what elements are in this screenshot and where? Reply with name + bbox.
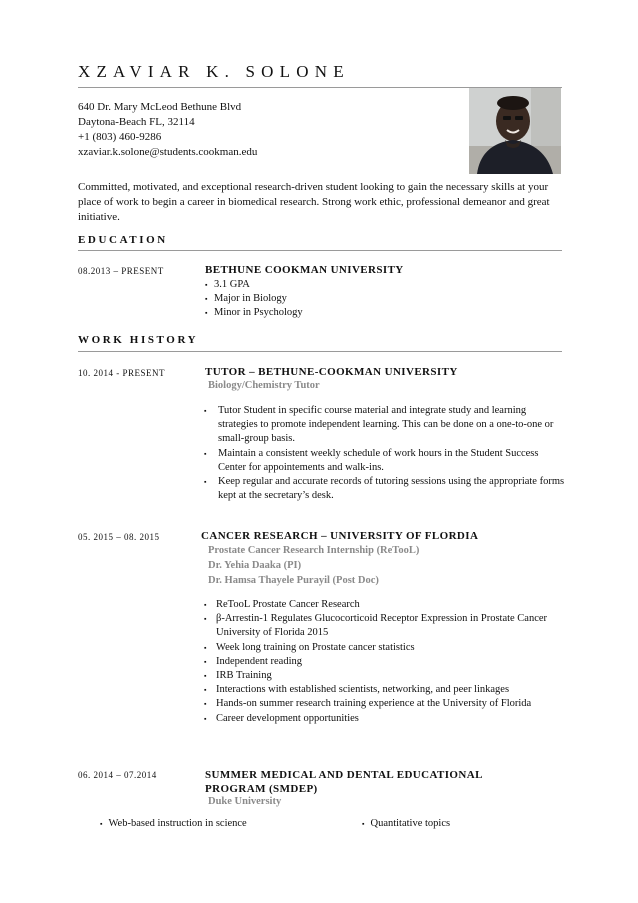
bullet-icon: ▪ (204, 714, 207, 723)
list-item: ▪ 3.1 GPA (204, 278, 544, 292)
list-item: ▪ Major in Biology (204, 292, 544, 306)
bullet-icon: ▪ (204, 657, 207, 666)
bullet-icon: ▪ (204, 672, 207, 681)
list-item: ▪ Tutor Student in specific course material and integrate study and learning strategies to promote independent learning. This can be done on a one-to-one or small-group basis. (204, 405, 554, 445)
work-history-divider (78, 351, 562, 352)
job-duties-list (196, 404, 568, 503)
bullet-icon: ▪ (362, 820, 365, 828)
bullet-icon: ▪ (204, 686, 207, 695)
bullet-icon: ▪ (100, 820, 103, 828)
job-title: CANCER RESEARCH – UNIVERSITY OF FLORDIA (201, 530, 479, 542)
list-item: ▪ Independent reading (204, 655, 556, 669)
bullet-icon: ▪ (204, 700, 207, 709)
address-line-1: 640 Dr. Mary McLeod Bethune Blvd (78, 101, 242, 113)
bullet-icon: ▪ (205, 295, 208, 304)
bullet-icon: ▪ (204, 601, 207, 609)
bullet-icon: ▪ (204, 407, 207, 415)
list-item: ▪ Interactions with established scientists, networking, and peer linkages (204, 683, 556, 697)
bullet-icon: ▪ (204, 478, 207, 487)
bullet-icon: ▪ (204, 643, 207, 652)
phone-number: +1 (803) 460-9286 (78, 131, 162, 143)
education-divider (78, 250, 562, 251)
list-item: ▪ Hands-on summer research training experience at the University of Florida (204, 697, 556, 711)
candidate-name: XZAVIAR K. SOLONE (78, 62, 350, 81)
list-item: ▪ Week long training on Prostate cancer statistics (204, 641, 556, 655)
profile-photo (469, 88, 561, 174)
list-item: ▪ Career development opportunities (204, 712, 556, 726)
education-section-title: EDUCATION (78, 234, 168, 246)
job-duties-list (204, 598, 556, 726)
list-item: ▪ IRB Training (204, 669, 556, 683)
job-date: 05. 2015 – 08. 2015 (78, 532, 160, 542)
job-title: SUMMER MEDICAL AND DENTAL EDUCATIONAL PROGRAM (SMDEP) (205, 769, 483, 795)
list-item: ▪ Web-based instruction in science (100, 818, 247, 829)
education-details-list (204, 278, 544, 321)
job-title: TUTOR – BETHUNE-COOKMAN UNIVERSITY (205, 366, 458, 378)
bullet-icon: ▪ (204, 449, 207, 458)
job-subtitle: Dr. Yehia Daaka (PI) (208, 560, 302, 571)
list-item: ▪ Keep regular and accurate records of tutoring sessions using the appropriate forms kept at the secretary’s desk. (204, 476, 565, 502)
bullet-icon: ▪ (204, 615, 207, 624)
job-date: 10. 2014 - PRESENT (78, 368, 166, 378)
list-item: ▪ β-Arrestin-1 Regulates Glucocorticoid Receptor Expression in Prostate Cancer University of Florida 2015 (204, 613, 548, 639)
list-item: ▪ Minor in Psychology (204, 306, 544, 320)
work-history-section-title: WORK HISTORY (78, 334, 199, 346)
education-date: 08.2013 – PRESENT (78, 266, 164, 276)
bullet-icon: ▪ (205, 281, 208, 289)
list-item: ▪ ReTooL Prostate Cancer Research (204, 598, 556, 612)
email-address: xzaviar.k.solone@students.cookman.edu (78, 146, 258, 158)
job-subtitle: Dr. Hamsa Thayele Purayil (Post Doc) (208, 575, 379, 586)
contact-block (78, 100, 257, 160)
job-subtitle: Duke University (208, 796, 282, 807)
list-item: ▪ Maintain a consistent weekly schedule of work hours in the Student Success Center for appointements and walk-ins. (204, 447, 539, 473)
profile-photo-image (469, 88, 561, 174)
job-date: 06. 2014 – 07.2014 (78, 770, 157, 780)
job-subtitle: Prostate Cancer Research Internship (ReTooL) (208, 545, 420, 556)
bullet-icon: ▪ (205, 309, 208, 318)
job-subtitle: Biology/Chemistry Tutor (208, 380, 320, 391)
address-line-2: Daytona-Beach FL, 32114 (78, 116, 195, 128)
profile-summary: Committed, motivated, and exceptional research-driven student looking to gain the necessary skills at your place of work to begin a career in biomedical research. Strong work ethic, professional demeanor and great initiative. (78, 181, 550, 223)
education-school: BETHUNE COOKMAN UNIVERSITY (205, 264, 404, 276)
list-item: ▪ Quantitative topics (362, 818, 451, 829)
